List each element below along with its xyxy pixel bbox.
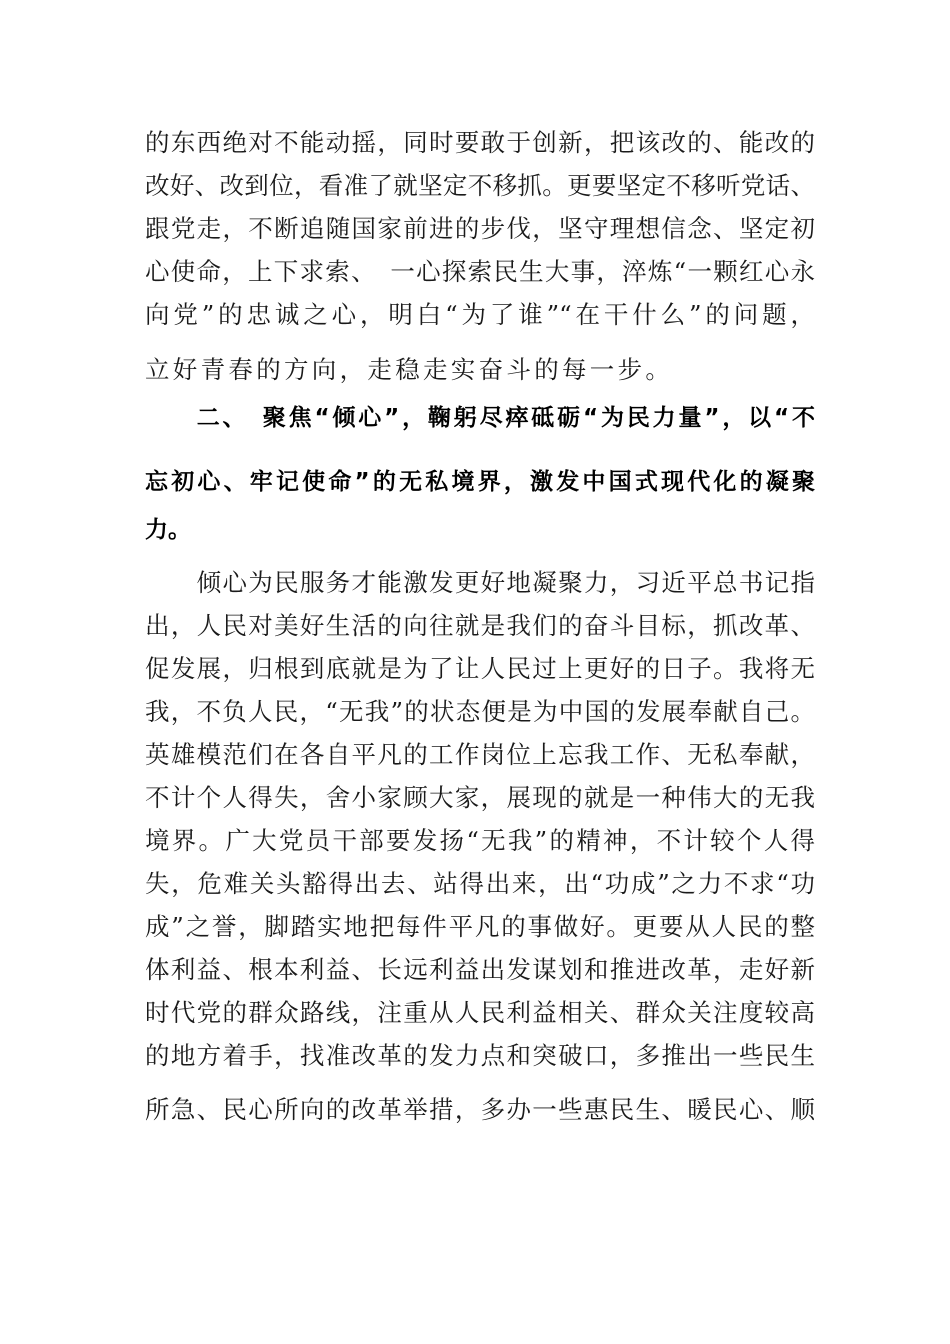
text-line: 跟党走，不断追随国家前进的步伐，坚守理想信念、坚定初	[145, 214, 815, 243]
text-line: 失，危难关头豁得出去、站得出来，出“功成”之力不求“功	[145, 869, 815, 898]
text-line: 向党”的忠诚之心，明白“为了谁”“在干什么”的问题，	[145, 300, 815, 329]
section-heading-line: 力。	[145, 517, 191, 543]
text-line: 时代党的群众路线，注重从人民利益相关、群众关注度较高	[145, 998, 815, 1027]
section-heading-line: 二、 聚焦“倾心”，鞠躬尽瘁砥砺“为民力量”，以“不	[145, 405, 815, 431]
text-line: 立好青春的方向，走稳走实奋斗的每一步。	[145, 355, 674, 384]
text-line: 成”之誉，脚踏实地把每件平凡的事做好。更要从人民的整	[145, 912, 815, 941]
text-line: 倾心为民服务才能激发更好地凝聚力，习近平总书记指	[145, 568, 815, 597]
text-line: 改好、改到位，看准了就坚定不移抓。更要坚定不移听党话、	[145, 171, 815, 200]
text-line: 的东西绝对不能动摇，同时要敢于创新，把该改的、能改的	[145, 128, 815, 157]
text-line: 出，人民对美好生活的向往就是我们的奋斗目标，抓改革、	[145, 611, 815, 640]
text-line: 我，不负人民，“无我”的状态便是为中国的发展奉献自己。	[145, 697, 815, 726]
text-line: 英雄模范们在各自平凡的工作岗位上忘我工作、无私奉献，	[145, 740, 815, 769]
text-line: 所急、民心所向的改革举措，多办一些惠民生、暖民心、顺	[145, 1095, 815, 1124]
text-line: 的地方着手，找准改革的发力点和突破口，多推出一些民生	[145, 1041, 815, 1070]
text-line: 心使命，上下求索、 一心探索民生大事，淬炼“一颗红心永	[145, 257, 815, 286]
text-line: 境界。广大党员干部要发扬“无我”的精神，不计较个人得	[145, 826, 815, 855]
text-line: 促发展，归根到底就是为了让人民过上更好的日子。我将无	[145, 654, 815, 683]
text-line: 体利益、根本利益、长远利益出发谋划和推进改革，走好新	[145, 955, 815, 984]
section-heading-line: 忘初心、牢记使命”的无私境界，激发中国式现代化的凝聚	[145, 469, 815, 495]
text-line: 不计个人得失，舍小家顾大家，展现的就是一种伟大的无我	[145, 783, 815, 812]
